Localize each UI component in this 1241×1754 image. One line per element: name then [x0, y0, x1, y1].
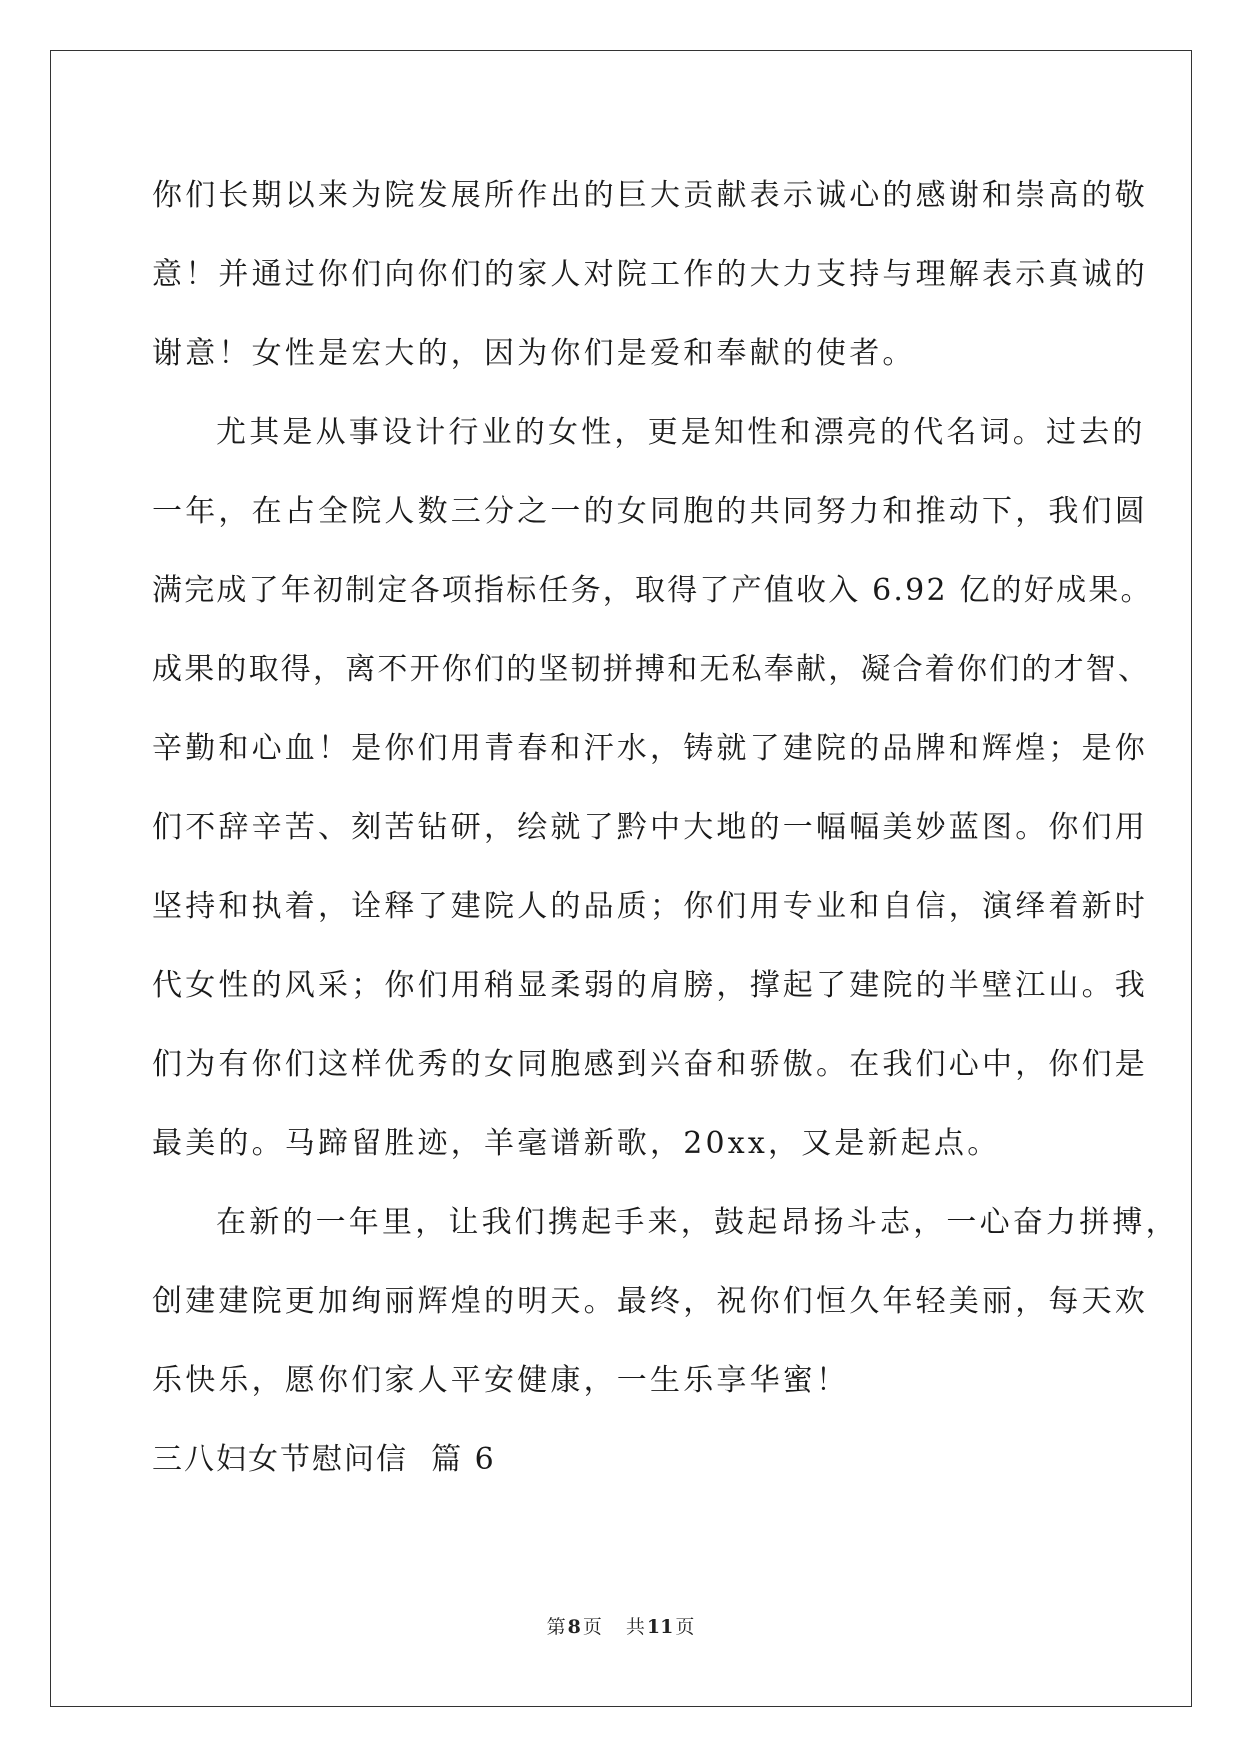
body-line: 成果的取得，离不开你们的坚韧拼搏和无私奉献，凝合着你们的才智、	[152, 652, 1151, 687]
paragraph-start-line: 尤其是从事设计行业的女性，更是知性和漂亮的代名词。过去的	[216, 415, 1146, 450]
body-line: 创建建院更加绚丽辉煌的明天。最终，祝你们恒久年轻美丽，每天欢	[152, 1284, 1148, 1319]
total-page-count: 11	[646, 1616, 674, 1638]
body-line: 辛勤和心血！是你们用青春和汗水，铸就了建院的品牌和辉煌；是你	[152, 731, 1148, 766]
body-line: 一年，在占全院人数三分之一的女同胞的共同努力和推动下，我们圆	[152, 494, 1148, 529]
body-line: 们不辞辛苦、刻苦钻研，绘就了黔中大地的一幅幅美妙蓝图。你们用	[152, 810, 1148, 845]
page-prefix: 第	[546, 1616, 566, 1638]
paragraph-start-line: 在新的一年里，让我们携起手来，鼓起昂扬斗志，一心奋力拼搏，	[216, 1205, 1179, 1240]
page-footer	[0, 1612, 1241, 1639]
section-heading: 三八妇女节慰问信 篇 6	[152, 1442, 496, 1477]
body-line: 谢意！女性是宏大的，因为你们是爱和奉献的使者。	[152, 336, 916, 371]
body-line: 你们长期以来为院发展所作出的巨大贡献表示诚心的感谢和崇高的敬	[152, 178, 1148, 213]
page-suffix: 页	[582, 1616, 602, 1638]
body-line: 们为有你们这样优秀的女同胞感到兴奋和骄傲。在我们心中，你们是	[152, 1047, 1148, 1082]
total-prefix: 共	[625, 1616, 645, 1638]
body-line: 最美的。马蹄留胜迹，羊毫谱新歌，20xx，又是新起点。	[152, 1126, 1001, 1161]
body-line: 满完成了年初制定各项指标任务，取得了产值收入 6.92 亿的好成果。	[152, 573, 1153, 608]
document-body	[152, 156, 1179, 1499]
body-line: 代女性的风采；你们用稍显柔弱的肩膀，撑起了建院的半壁江山。我	[152, 968, 1148, 1003]
body-line: 意！并通过你们向你们的家人对院工作的大力支持与理解表示真诚的	[152, 257, 1148, 292]
current-page-number: 8	[567, 1616, 581, 1638]
body-line: 坚持和执着，诠释了建院人的品质；你们用专业和自信，演绎着新时	[152, 889, 1148, 924]
total-suffix: 页	[675, 1616, 695, 1638]
body-line: 乐快乐，愿你们家人平安健康，一生乐享华蜜！	[152, 1363, 850, 1398]
